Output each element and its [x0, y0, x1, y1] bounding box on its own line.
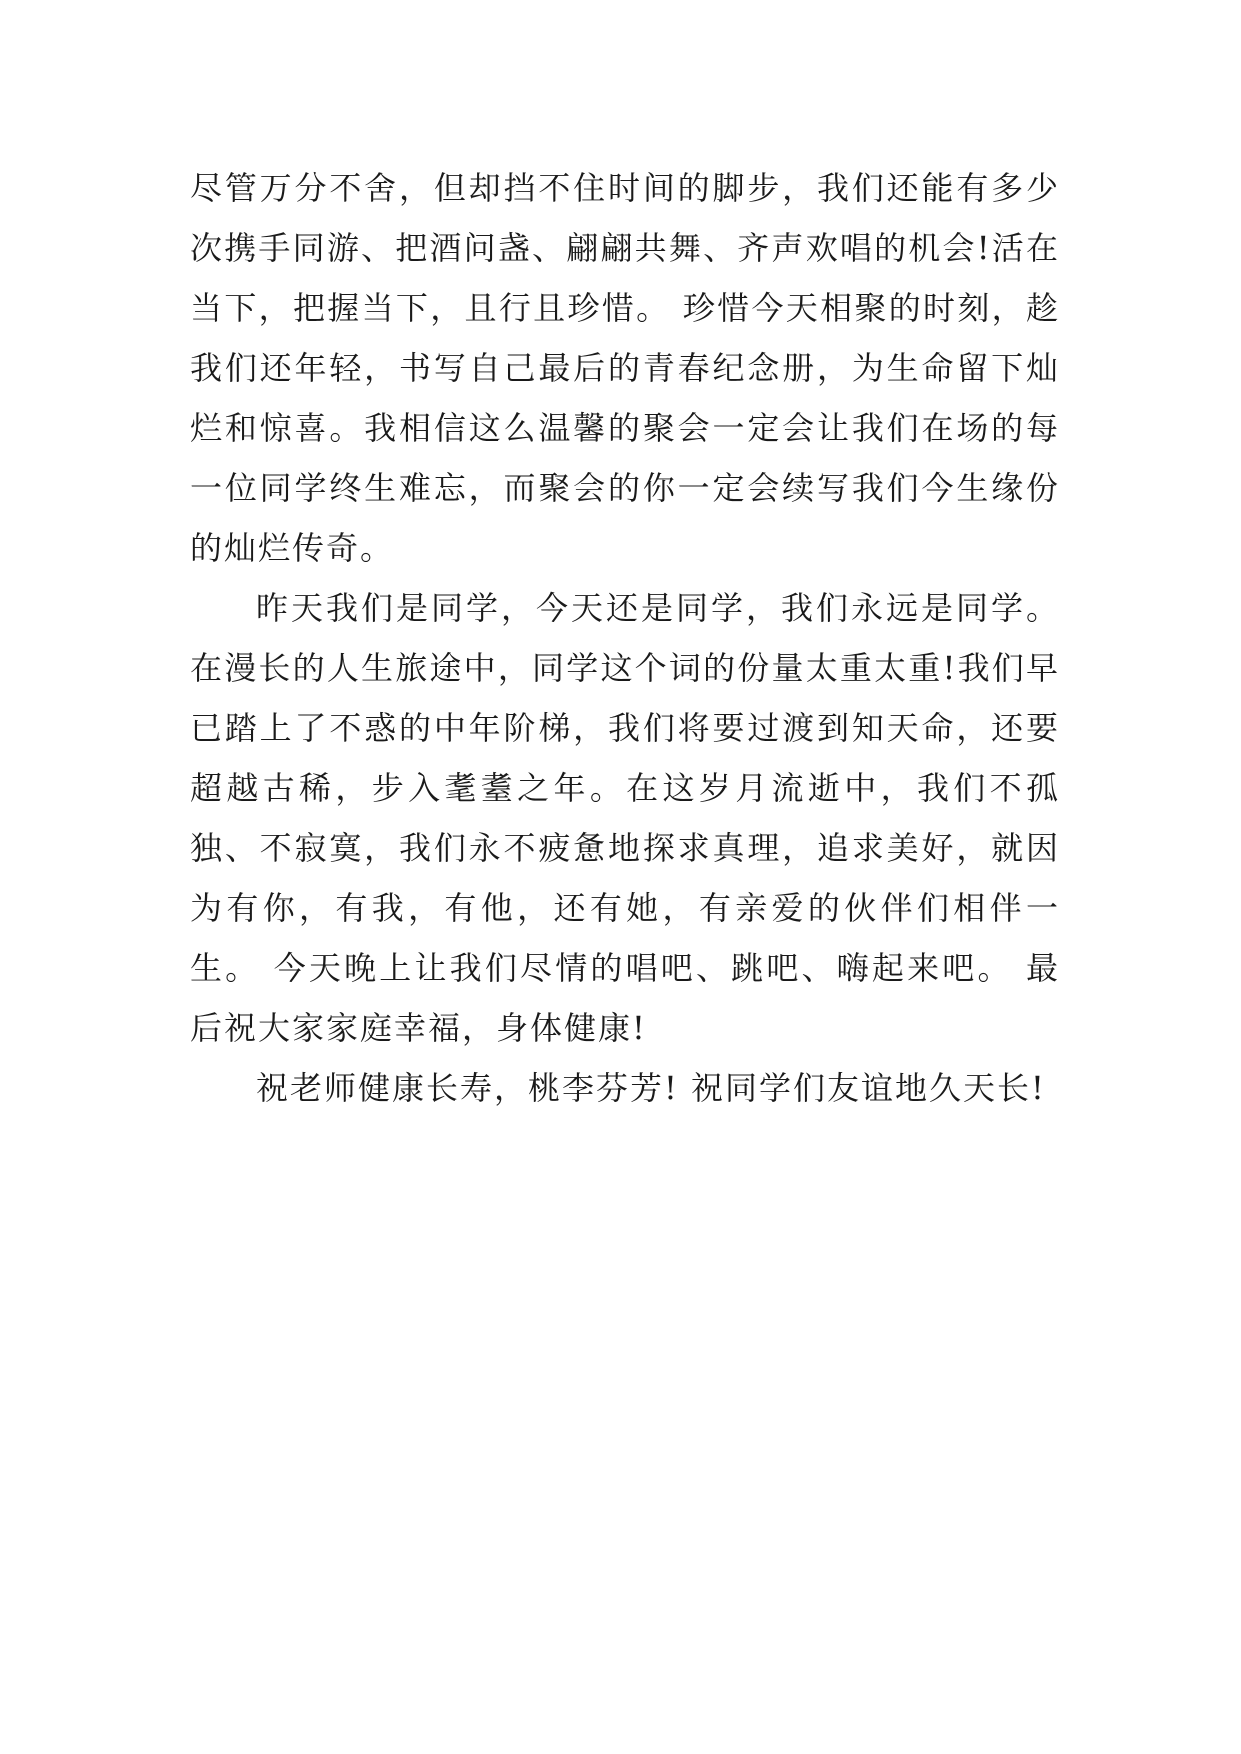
paragraph-2: 昨天我们是同学，今天还是同学，我们永远是同学。在漫长的人生旅途中，同学这个词的份量太重太重!我们早已踏上了不惑的中年阶梯，我们将要过渡到知天命，还要超越古稀，步入耄耋之年。在这岁月流逝中，我们不孤独、不寂寞，我们永不疲惫地探求真理，追求美好，就因为有你，有我，有他，还有她，有亲爱的伙伴们相伴一生。 今天晚上让我们尽情的唱吧、跳吧、嗨起来吧。 最后祝大家家庭幸福，身体健康! [190, 589, 1060, 1047]
paragraph-3: 祝老师健康长寿，桃李芬芳! 祝同学们友谊地久天长! [256, 1069, 1046, 1107]
body-text [190, 158, 1060, 1118]
paragraph-1: 尽管万分不舍，但却挡不住时间的脚步，我们还能有多少次携手同游、把酒问盏、翩翩共舞、齐声欢唱的机会!活在当下，把握当下，且行且珍惜。 珍惜今天相聚的时刻，趁我们还年轻，书写自己最后的青春纪念册，为生命留下灿烂和惊喜。我相信这么温馨的聚会一定会让我们在场的每一位同学终生难忘，而聚会的你一定会续写我们今生缘份的灿烂传奇。 [190, 169, 1060, 567]
